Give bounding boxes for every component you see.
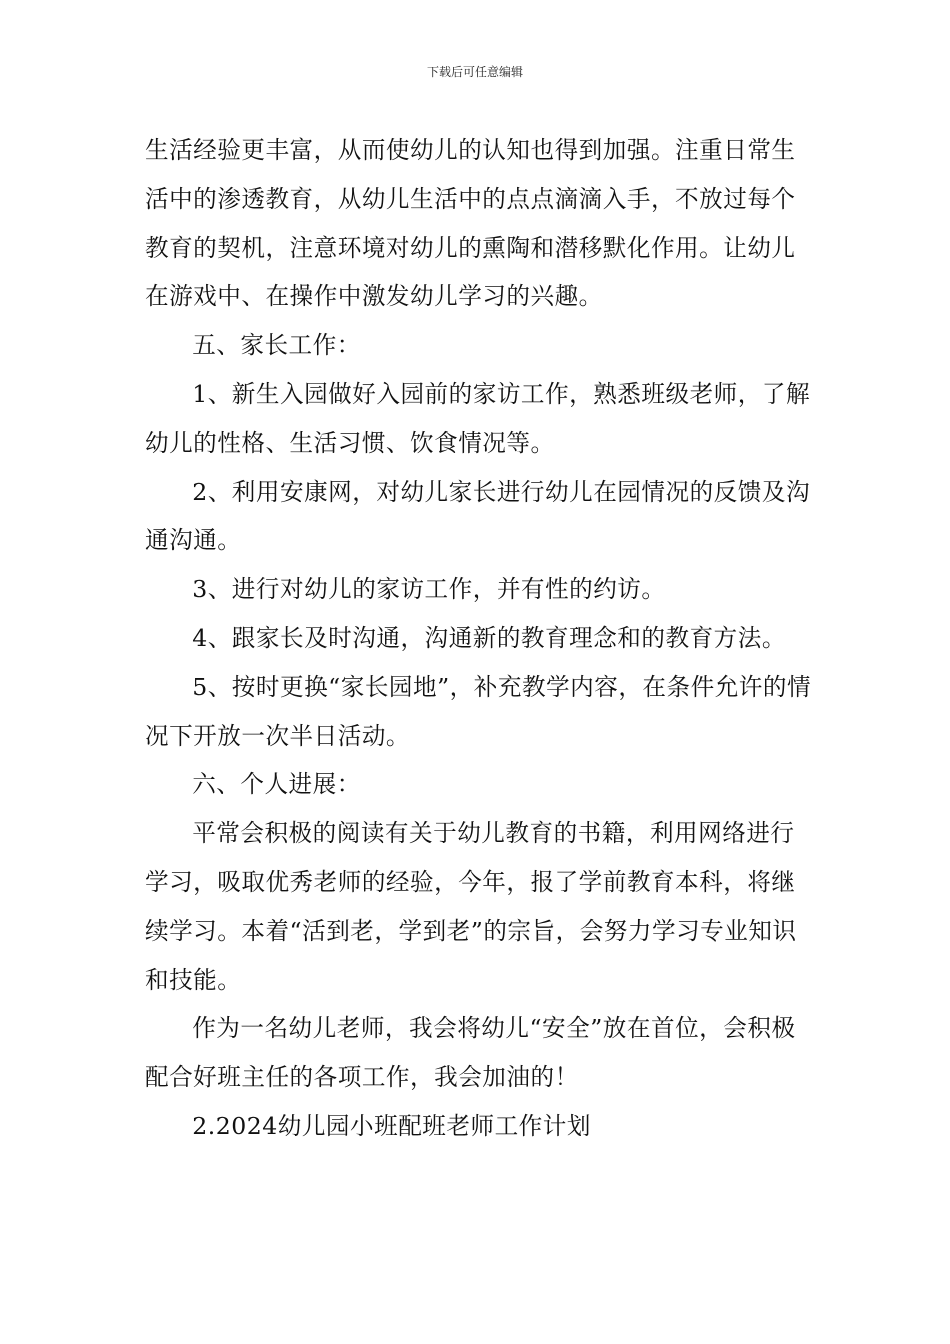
list-item-4: 4、跟家长及时沟通，沟通新的教育理念和的教育方法。 [192, 623, 786, 652]
paragraph-personal-study: 平常会积极的阅读有关于幼儿教育的书籍，利用网络进行学习，吸取优秀老师的经验，今年，报了学前教育本科，将继续学习。本着“活到老，学到老”的宗旨，会努力学习专业知识和技能。 [145, 819, 797, 994]
list-item-5: 5、按时更换“家长园地”，补充教学内容，在条件允许的情况下开放一次半日活动。 [145, 672, 812, 750]
document-body [145, 126, 813, 1151]
paragraph-continuation: 生活经验更丰富，从而使幼儿的认知也得到加强。注重日常生活中的渗透教育，从幼儿生活中的点点滴滴入手，不放过每个教育的契机，注意环境对幼儿的熏陶和潜移默化作用。让幼儿在游戏中、在操作中激发幼儿学习的兴趣。 [145, 136, 796, 311]
section-heading-parent-work: 五、家长工作： [192, 331, 361, 360]
section-heading-personal-development: 六、个人进展： [192, 770, 361, 799]
list-item-2: 2、利用安康网，对幼儿家长进行幼儿在园情况的反馈及沟通沟通。 [145, 477, 811, 555]
page-header-note: 下载后可任意编辑 [426, 65, 523, 79]
next-document-title: 2.2024幼儿园小班配班老师工作计划 [192, 1111, 591, 1140]
list-item-1: 1、新生入园做好入园前的家访工作，熟悉班级老师，了解幼儿的性格、生活习惯、饮食情况等。 [145, 379, 811, 457]
list-item-3: 3、进行对幼儿的家访工作，并有性的约访。 [192, 575, 666, 604]
paragraph-closing: 作为一名幼儿老师，我会将幼儿“安全”放在首位，会积极配合好班主任的各项工作，我会加油的！ [145, 1014, 796, 1092]
